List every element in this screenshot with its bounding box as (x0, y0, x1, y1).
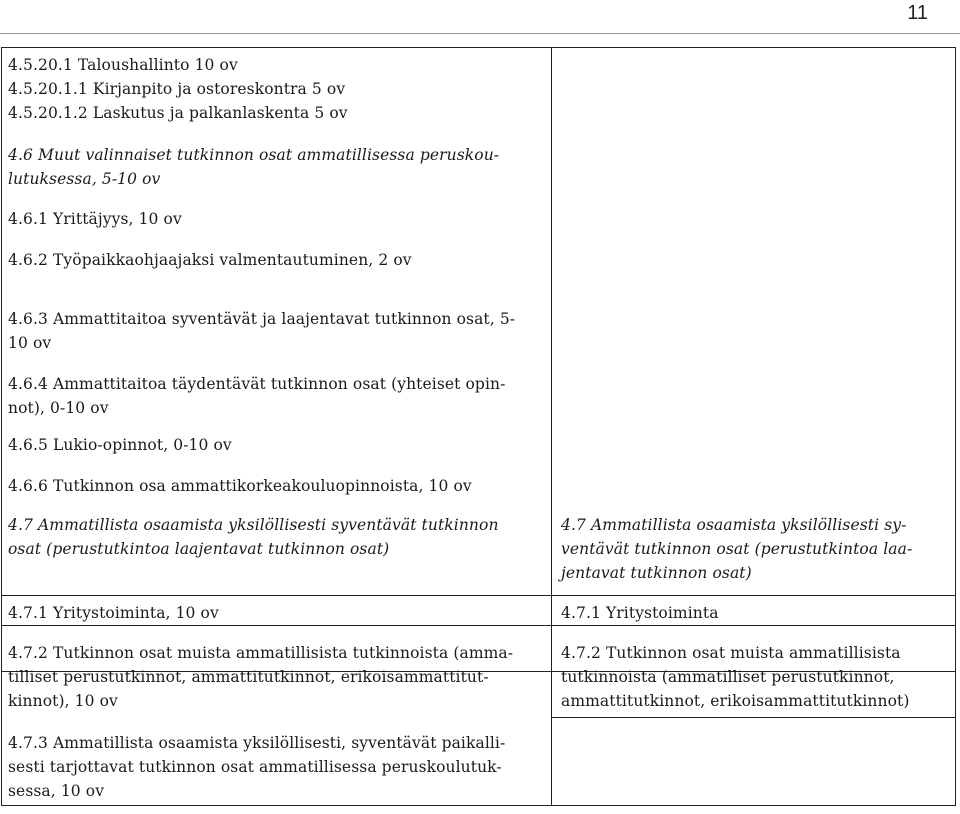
left-cell-4-7-3: 4.7.3 Ammatillista osaamista yksilöllisesti, syventävät paikalli- sesti tarjottavat tutkinnon osat ammatillisessa peruskoulutuk- sessa, 10 ov (8, 734, 506, 800)
left-cell-taloushallinto: 4.5.20.1 Taloushallinto 10 ov 4.5.20.1.1 Kirjanpito ja ostoreskontra 5 ov 4.5.20.1.2 Laskutus ja palkanlaskenta 5 ov (8, 56, 348, 122)
right-cell-heading-4-7: 4.7 Ammatillista osaamista yksilöllisesti sy- ventävät tutkinnon osat (perustutkintoa laa- jentavat tutkinnon osat) (561, 516, 913, 582)
left-cell-heading-4-7: 4.7 Ammatillista osaamista yksilöllisesti syventävät tutkinnon osat (perustutkintoa laajentavat tutkinnon osat) (8, 516, 499, 558)
left-cell-4-7-2: 4.7.2 Tutkinnon osat muista ammatillisista tutkinnoista (amma- tilliset perustutkinnot, ammattitutkinnot, erikoisammattitut- kinnot), 10 ov (8, 644, 514, 710)
page-number: 11 (907, 2, 928, 24)
left-cell-4-6-6: 4.6.6 Tutkinnon osa ammattikorkeakouluopinnoista, 10 ov (8, 477, 472, 495)
left-cell-4-6-5: 4.6.5 Lukio-opinnot, 0-10 ov (8, 436, 232, 454)
left-cell-4-6-4: 4.6.4 Ammattitaitoa täydentävät tutkinnon osat (yhteiset opin- not), 0-10 ov (8, 375, 506, 417)
row-divider (2, 625, 955, 626)
row-divider (551, 717, 955, 718)
left-cell-heading-4-6: 4.6 Muut valinnaiset tutkinnon osat ammatillisessa peruskou- lutuksessa, 5-10 ov (8, 146, 500, 188)
left-cell-4-6-3: 4.6.3 Ammattitaitoa syventävät ja laajentavat tutkinnon osat, 5- 10 ov (8, 310, 516, 352)
right-cell-4-7-1: 4.7.1 Yritystoiminta (561, 604, 719, 622)
column-divider (551, 48, 552, 805)
right-cell-4-7-2: 4.7.2 Tutkinnon osat muista ammatillisista tutkinnoista (ammatilliset perustutkinnot, ammattitutkinnot, erikoisammattitutkinnot) (561, 644, 910, 710)
left-cell-4-7-1: 4.7.1 Yritystoiminta, 10 ov (8, 604, 219, 622)
left-cell-4-6-1: 4.6.1 Yrittäjyys, 10 ov (8, 210, 182, 228)
row-divider (2, 595, 955, 596)
comparison-table (1, 47, 956, 806)
header-rule (0, 33, 960, 34)
left-cell-4-6-2: 4.6.2 Työpaikkaohjaajaksi valmentautuminen, 2 ov (8, 251, 412, 269)
